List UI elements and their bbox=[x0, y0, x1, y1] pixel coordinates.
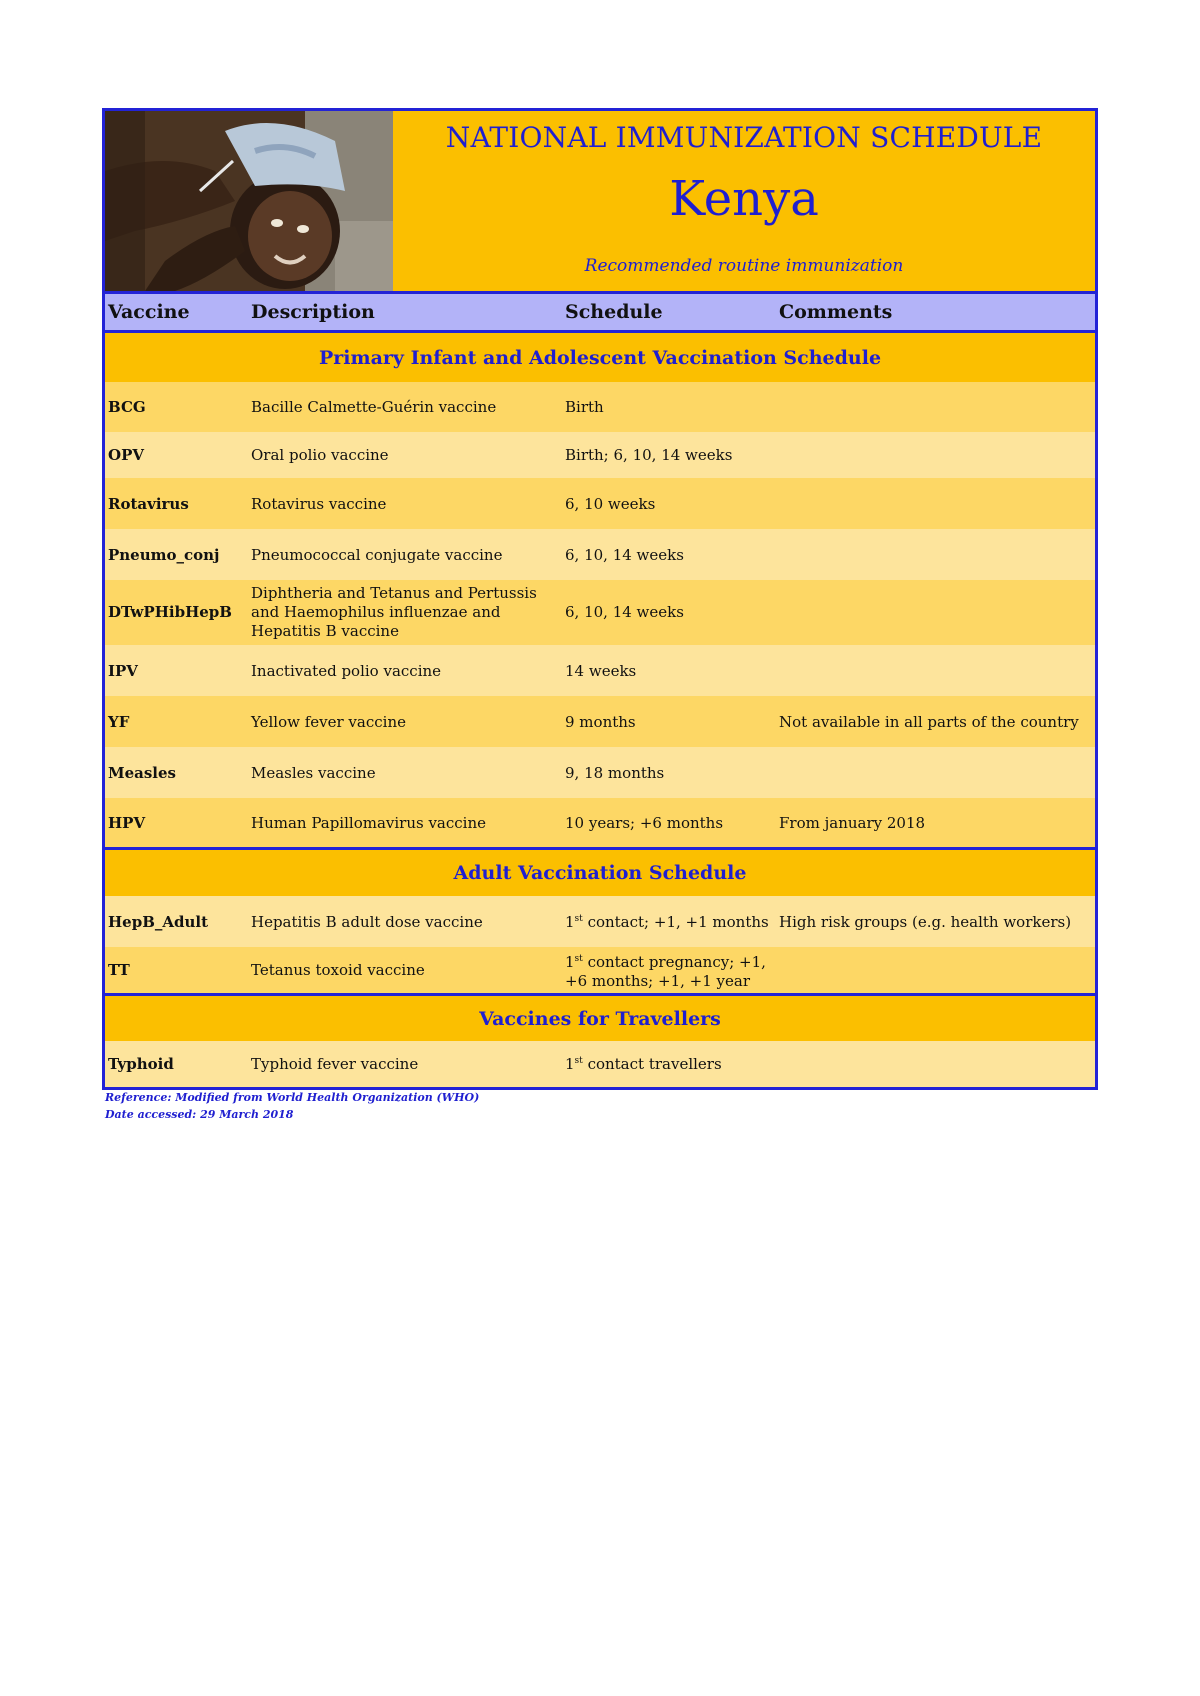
column-header-comments: Comments bbox=[779, 301, 893, 323]
vaccine-cell: IPV bbox=[108, 661, 138, 680]
description-cell: Rotavirus vaccine bbox=[251, 494, 387, 513]
immunization-schedule-table bbox=[102, 108, 1098, 1090]
vaccine-cell: OPV bbox=[108, 446, 144, 464]
vaccine-cell: TT bbox=[108, 960, 130, 979]
table-row bbox=[105, 947, 1095, 993]
country-name: Kenya bbox=[669, 171, 819, 227]
comments-cell: Not available in all parts of the country bbox=[779, 712, 1079, 731]
description-cell: Tetanus toxoid vaccine bbox=[251, 960, 425, 979]
section-title: Vaccines for Travellers bbox=[105, 993, 1095, 1041]
description-cell: Inactivated polio vaccine bbox=[251, 661, 442, 680]
table-row bbox=[105, 896, 1095, 947]
section-title: Primary Infant and Adolescent Vaccination Schedule bbox=[105, 333, 1095, 382]
vaccine-cell: Measles bbox=[108, 763, 176, 782]
description-cell: Oral polio vaccine bbox=[251, 446, 389, 464]
description-cell: Yellow fever vaccine bbox=[251, 712, 406, 731]
reference-note bbox=[105, 1089, 479, 1123]
table-row bbox=[105, 747, 1095, 798]
table-row bbox=[105, 696, 1095, 747]
vaccine-cell: HPV bbox=[108, 813, 146, 832]
vaccine-cell: HepB_Adult bbox=[108, 912, 209, 931]
title-block bbox=[393, 111, 1095, 291]
column-header-row bbox=[105, 294, 1095, 333]
description-cell: Measles vaccine bbox=[251, 763, 376, 782]
table-row bbox=[105, 432, 1095, 478]
vaccination-photo bbox=[105, 111, 393, 291]
description-cell: Diphtheria and Tetanus and Pertussis and Haemophilus influenzae and Hepatitis B vaccine bbox=[251, 584, 537, 640]
header bbox=[105, 111, 1095, 294]
schedule-cell: 6, 10 weeks bbox=[565, 494, 656, 513]
schedule-cell: 1st contact; +1, +1 months bbox=[565, 912, 769, 931]
schedule-cell: 9 months bbox=[565, 712, 636, 731]
table-row bbox=[105, 382, 1095, 432]
description-cell: Bacille Calmette-Guérin vaccine bbox=[251, 398, 497, 416]
page-title: NATIONAL IMMUNIZATION SCHEDULE bbox=[445, 121, 1043, 154]
table-row bbox=[105, 645, 1095, 696]
table-row bbox=[105, 798, 1095, 847]
vaccine-cell: BCG bbox=[108, 398, 146, 416]
column-header-description: Description bbox=[251, 301, 375, 323]
schedule-cell: 9, 18 months bbox=[565, 763, 665, 782]
child-vaccination-image bbox=[105, 111, 393, 291]
description-cell: Pneumococcal conjugate vaccine bbox=[251, 545, 503, 564]
schedule-cell: 1st contact travellers bbox=[565, 1055, 722, 1073]
section-title: Adult Vaccination Schedule bbox=[105, 847, 1095, 896]
schedule-cell: 10 years; +6 months bbox=[565, 813, 724, 832]
description-cell: Hepatitis B adult dose vaccine bbox=[251, 912, 483, 931]
comments-cell: High risk groups (e.g. health workers) bbox=[779, 912, 1072, 931]
vaccine-cell: Rotavirus bbox=[108, 494, 189, 513]
column-header-schedule: Schedule bbox=[565, 301, 663, 323]
table-row bbox=[105, 529, 1095, 580]
schedule-cell: Birth bbox=[565, 398, 604, 416]
table-row bbox=[105, 478, 1095, 529]
description-cell: Human Papillomavirus vaccine bbox=[251, 813, 487, 832]
vaccine-cell: Pneumo_conj bbox=[108, 545, 220, 564]
reference-source: Reference: Modified from World Health Organization (WHO) bbox=[105, 1091, 480, 1104]
description-cell: Typhoid fever vaccine bbox=[251, 1055, 419, 1073]
vaccine-cell: DTwPHibHepB bbox=[108, 603, 232, 621]
reference-date: Date accessed: 29 March 2018 bbox=[105, 1108, 294, 1121]
table-row bbox=[105, 580, 1095, 645]
schedule-cell: 14 weeks bbox=[565, 661, 637, 680]
schedule-cell: 6, 10, 14 weeks bbox=[565, 603, 684, 621]
comments-cell: From january 2018 bbox=[779, 813, 926, 832]
column-header-vaccine: Vaccine bbox=[108, 301, 190, 323]
table-row bbox=[105, 1041, 1095, 1087]
schedule-cell: 1st contact pregnancy; +1, +6 months; +1, +1 year bbox=[565, 952, 766, 990]
vaccine-cell: YF bbox=[108, 712, 130, 731]
schedule-cell: 6, 10, 14 weeks bbox=[565, 545, 684, 564]
vaccine-cell: Typhoid bbox=[108, 1055, 174, 1073]
schedule-cell: Birth; 6, 10, 14 weeks bbox=[565, 446, 733, 464]
subtitle: Recommended routine immunization bbox=[584, 256, 904, 276]
